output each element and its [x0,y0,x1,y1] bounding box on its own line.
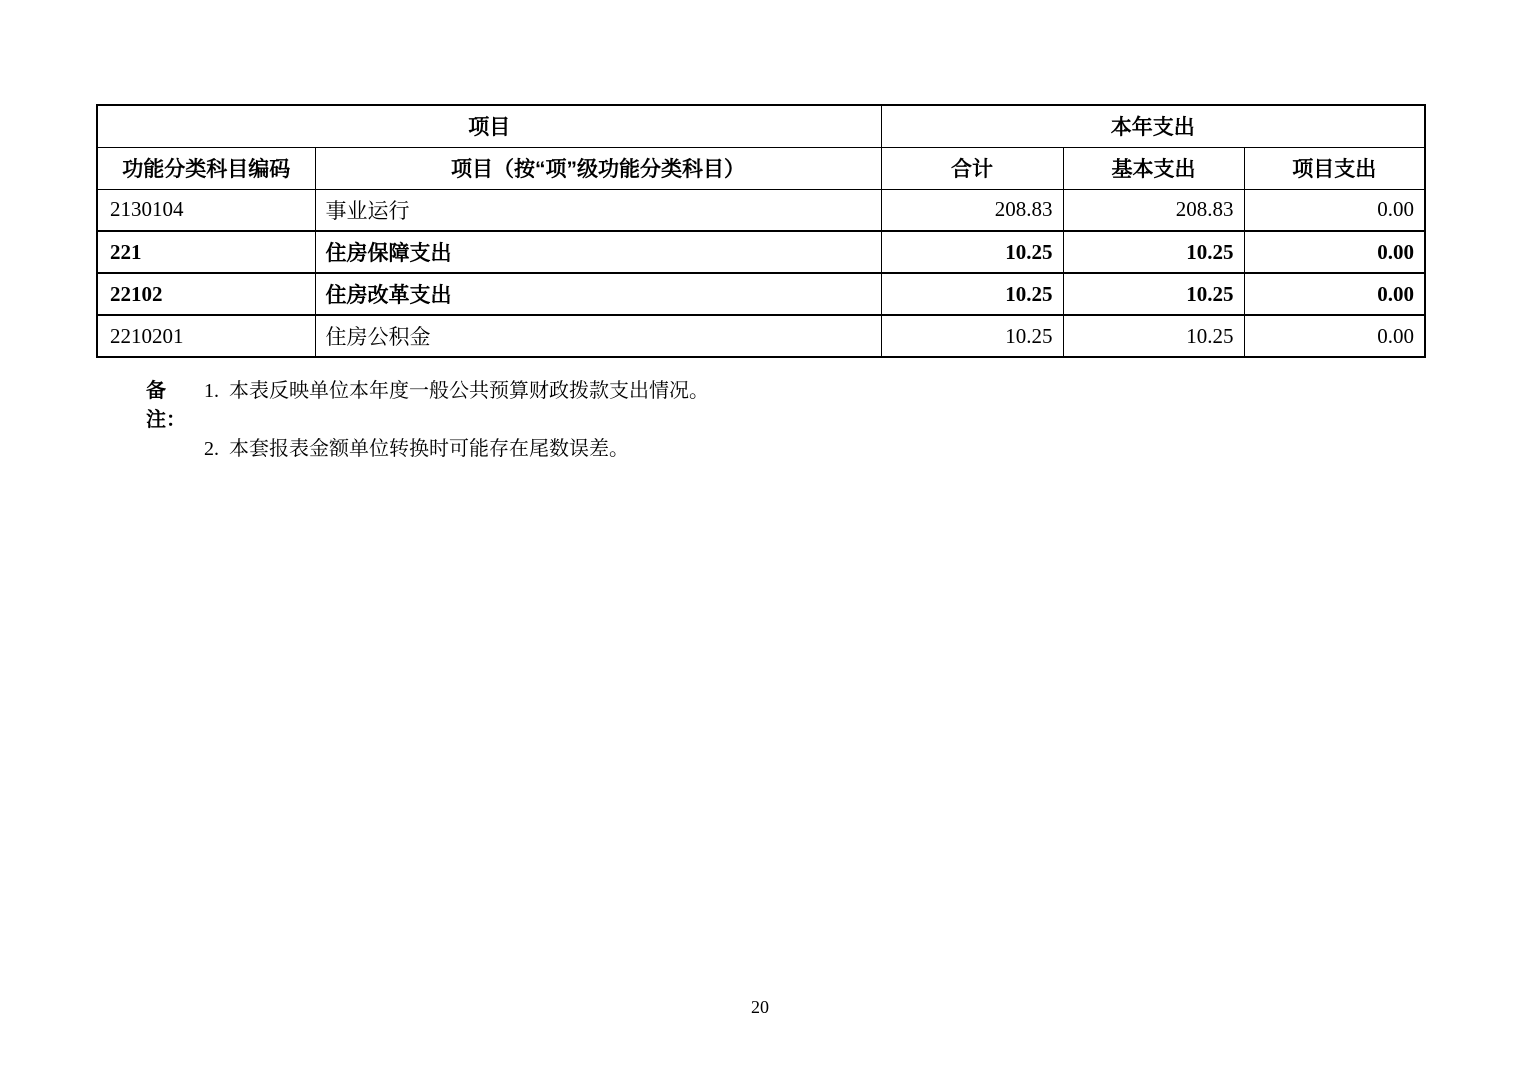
footnote-item-1: 1. 本表反映单位本年度一般公共预算财政拨款支出情况。 [204,380,709,402]
footnotes [146,377,709,464]
row-project: 0.00 [1244,231,1425,273]
header-row-groups [97,105,1425,147]
header-item-name: 项目（按“项”级功能分类科目） [315,147,881,189]
row-basic: 10.25 [1063,315,1244,357]
table-row [97,231,1425,273]
header-project-expense: 项目支出 [1244,147,1425,189]
header-row-columns [97,147,1425,189]
table-row [97,189,1425,231]
row-total: 10.25 [881,273,1063,315]
footnote-line [146,435,709,464]
table-row [97,315,1425,357]
footnote-label-spacer [146,435,204,464]
row-total: 10.25 [881,231,1063,273]
header-year-expense-group: 本年支出 [881,105,1425,147]
row-basic: 10.25 [1063,231,1244,273]
row-code: 2210201 [97,315,315,357]
row-basic: 208.83 [1063,189,1244,231]
row-item-name: 住房保障支出 [315,231,881,273]
row-code: 22102 [97,273,315,315]
row-project: 0.00 [1244,189,1425,231]
header-total: 合计 [881,147,1063,189]
row-total: 10.25 [881,315,1063,357]
header-project-group: 项目 [97,105,881,147]
header-function-code: 功能分类科目编码 [97,147,315,189]
row-project: 0.00 [1244,273,1425,315]
page-number: 20 [751,997,769,1017]
row-code: 2130104 [97,189,315,231]
footnote-label: 备注： [146,380,186,431]
header-basic-expense: 基本支出 [1063,147,1244,189]
row-code: 221 [97,231,315,273]
row-project: 0.00 [1244,315,1425,357]
footnote-item-2: 2. 本套报表金额单位转换时可能存在尾数误差。 [204,438,629,460]
row-basic: 10.25 [1063,273,1244,315]
row-item-name: 事业运行 [315,189,881,231]
row-total: 208.83 [881,189,1063,231]
table-row [97,273,1425,315]
budget-expenditure-table [96,104,1426,358]
row-item-name: 住房改革支出 [315,273,881,315]
footnote-line [146,377,709,435]
row-item-name: 住房公积金 [315,315,881,357]
